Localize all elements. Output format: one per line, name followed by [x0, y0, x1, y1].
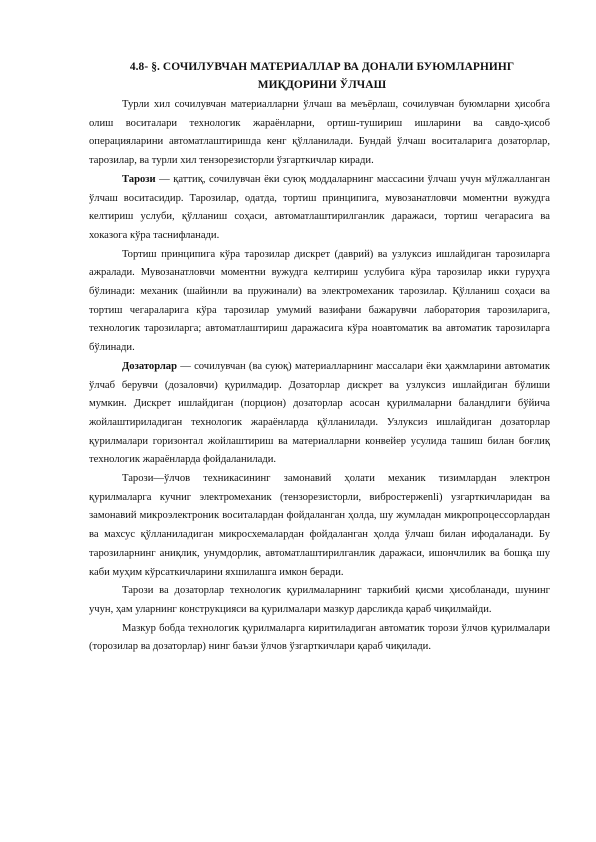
paragraph-intro	[89, 96, 550, 171]
paragraph-text: — қаттиқ, сочилувчан ёки суюқ моддаларнинг массасини ўлчаш учун мўлжалланган ўлчаш воситасидир. Тарозилар, одатда, тортиш принципига, мувозанатловчи моментни вужудга келтириш услуби, қўлланиш соҳаси, автоматлаштирилганлик даражаси, тортиш чегарасига ва хоказога кўра таснифланади.	[89, 173, 550, 241]
paragraph-text: Тарози ва дозаторлар технологик қурилмаларнинг таркибий қисми ҳисобланади, шунинг учун, ҳам уларнинг конструкцияси ва қурилмалари мазкур дарсликда қараб чиқилмайди.	[89, 585, 550, 615]
paragraph-dosers	[89, 358, 550, 470]
heading-line-2: МИҚДОРИНИ ЎЛЧАШ	[257, 79, 387, 91]
paragraph-chapter-scope	[89, 620, 550, 657]
heading-line-1: 4.8- §. СОЧИЛУВЧАН МАТЕРИАЛЛАР ВА ДОНАЛИ БУЮМЛАРНИНГ	[129, 61, 515, 73]
paragraph-text: Тарози—ўлчов техникасининг замонавий ҳолати механик тизимлардан электрон қурилмаларга кучниг электромеханик (тензорезисторли, вибростержenli) узгарткичларидан ва замонавий микроэлектроник воситалардан фойдаланган ҳолда, шу жумладан микропроцессорлардан ва махсус қўлланиладиган микросхемалардан фойдаланган ҳолда ўлчаш билан ифодаланади. Бу тарозиларнинг аниқлик, унумдорлик, автоматлаштирилганлик даражаси, ишончлилик ва бошқа шу каби муҳим кўрсаткичларини яхшилашга имкон беради.	[89, 473, 550, 578]
paragraph-components	[89, 582, 550, 619]
section-heading	[88, 58, 556, 94]
paragraph-modern-state	[89, 470, 550, 582]
term-scales: Тарози	[122, 173, 156, 185]
paragraph-text: Мазкур бобда технологик қурилмаларга киритиладиган автоматик торози ўлчов қурилмалари (торозилар ва дозаторлар) нинг баъзи ўлчов ўзгарткичлари қараб чиқилади.	[89, 622, 550, 653]
paragraph-classification	[89, 246, 550, 358]
paragraph-text: Турли хил сочилувчан материалларни ўлчаш ва меъёрлаш, сочилувчан буюмларни ҳисобга олиш воситалари технологик жараёнларни, ортиш-тушириш ишларини ва савдо-ҳисоб операцияларини автоматлаштиришда кенг қўлланилади. Бундай ўлчаш воситаларига дозаторлар, тарозилар, ва турли хил тензорезисторли ўзгарткичлар киради.	[89, 99, 550, 167]
paragraph-text: — сочилувчан (ва суюқ) материалларнинг массалари ёки ҳажмларини автоматик ўлчаб берувчи (дозаловчи) қурилмадир. Дозаторлар дискрет ва узлуксиз ишлайдиган бўлиши мумкин. Дискрет ишлайдиган (порцион) дозаторлар асосан қурилмаларни баландлиги бўйича жойлаштириладиган технологик жараёнларда қўлланилади. Узлуксиз ишлайдиган дозаторлар қурилмалари горизонтал жойлаштириш ва материалларни конвейер усулида ташиш билан боғлиқ технологик жараёнларда фойдаланилади.	[89, 360, 550, 466]
paragraph-scales	[89, 171, 550, 246]
term-dosers: Дозаторлар	[122, 360, 177, 372]
paragraph-text: Тортиш принципига кўра тарозилар дискрет (даврий) ва узлуксиз ишлайдиган тарозиларга ажралади. Мувозанатловчи моментни вужудга келтириш услубига кўра тарозилар икки гуруҳга бўлинади: механик (шайинли ва пружинали) ва электромеханик тарозилар. Қўлланиш соҳаси ва тортиш чегараларига кўра тарозилар умумий вазифани бажарувчи лаборатория тарозиларига, технологик тарозиларга; автоматлаштириш даражасига кўра ноавтоматик ва автоматик тарозиларга бўлинади.	[89, 248, 550, 354]
document-body	[89, 96, 550, 657]
